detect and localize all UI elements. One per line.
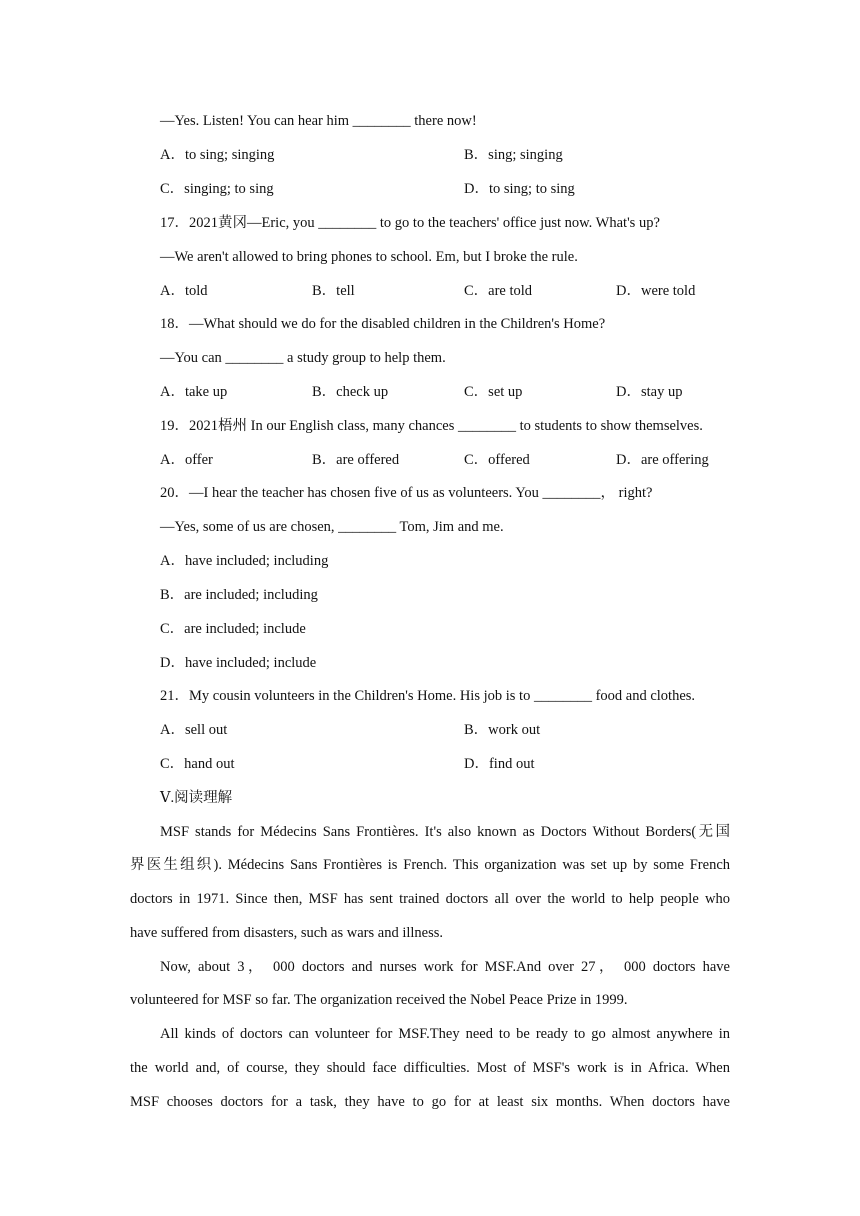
q17-question: 17．2021黄冈—Eric, you ________ to go to the teachers' office just now. What's up?	[160, 215, 660, 231]
passage-p3-line: MSF chooses doctors for a task, they have to go for at least six months. When doctors have	[130, 1094, 730, 1110]
q19-option-a: A．offer	[160, 452, 213, 468]
q19-option-c: C．offered	[464, 452, 530, 468]
passage-p1-line: 界医生组织). Médecins Sans Frontières is French. This organization was set up by some French	[130, 857, 730, 873]
q16-option-d: D．to sing; to sing	[464, 181, 575, 197]
q21-option-a: A．sell out	[160, 722, 228, 738]
q20-answer-line: —Yes, some of us are chosen, ________ Tom, Jim and me.	[160, 519, 504, 535]
q18-answer-line: —You can ________ a study group to help them.	[160, 350, 446, 366]
passage-p2-line: volunteered for MSF so far. The organization received the Nobel Peace Prize in 1999.	[130, 992, 628, 1008]
passage-p1-line: have suffered from disasters, such as wars and illness.	[130, 925, 444, 941]
q21-option-b: B．work out	[464, 722, 541, 738]
passage-p1-line: doctors in 1971. Since then, MSF has sent trained doctors all over the world to help people who	[130, 891, 730, 907]
q21-option-c: C．hand out	[160, 756, 235, 772]
q16-option-a: A．to sing; singing	[160, 147, 275, 163]
q16-answer-line: —Yes. Listen! You can hear him ________ there now!	[160, 113, 477, 129]
q17-option-d: D．were told	[616, 283, 696, 299]
q18-option-c: C．set up	[464, 384, 523, 400]
section-heading: Ⅴ.阅读理解	[160, 790, 233, 806]
q20-option-c: C．are included; include	[160, 621, 306, 637]
q18-question: 18．—What should we do for the disabled children in the Children's Home?	[160, 316, 606, 332]
q17-option-b: B．tell	[312, 283, 355, 299]
q20-option-b: B．are included; including	[160, 587, 318, 603]
q21-question: 21．My cousin volunteers in the Children's Home. His job is to ________ food and clothes.	[160, 688, 696, 704]
passage-p2-line: Now, about 3， 000 doctors and nurses work for MSF.And over 27， 000 doctors have	[160, 959, 730, 975]
q18-option-a: A．take up	[160, 384, 228, 400]
q20-option-a: A．have included; including	[160, 553, 329, 569]
q19-option-d: D．are offering	[616, 452, 709, 468]
passage-p3-line: the world and, of course, they should face difficulties. Most of MSF's work is in Africa. When	[130, 1060, 730, 1076]
q16-option-b: B．sing; singing	[464, 147, 563, 163]
q20-question: 20．—I hear the teacher has chosen five of us as volunteers. You ________， right?	[160, 485, 653, 501]
q18-option-d: D．stay up	[616, 384, 683, 400]
q20-option-d: D．have included; include	[160, 655, 317, 671]
passage-p1-line: MSF stands for Médecins Sans Frontières. It's also known as Doctors Without Borders(无国	[160, 824, 730, 840]
q19-option-b: B．are offered	[312, 452, 400, 468]
q17-option-a: A．told	[160, 283, 208, 299]
passage-p3-line: All kinds of doctors can volunteer for MSF.They need to be ready to go almost anywhere in	[160, 1026, 730, 1042]
q19-question: 19．2021梧州 In our English class, many chances ________ to students to show themselves.	[160, 418, 703, 434]
q16-option-c: C．singing; to sing	[160, 181, 274, 197]
q18-option-b: B．check up	[312, 384, 389, 400]
q17-option-c: C．are told	[464, 283, 533, 299]
q21-option-d: D．find out	[464, 756, 535, 772]
q17-answer-line: —We aren't allowed to bring phones to school. Em, but I broke the rule.	[160, 249, 578, 265]
